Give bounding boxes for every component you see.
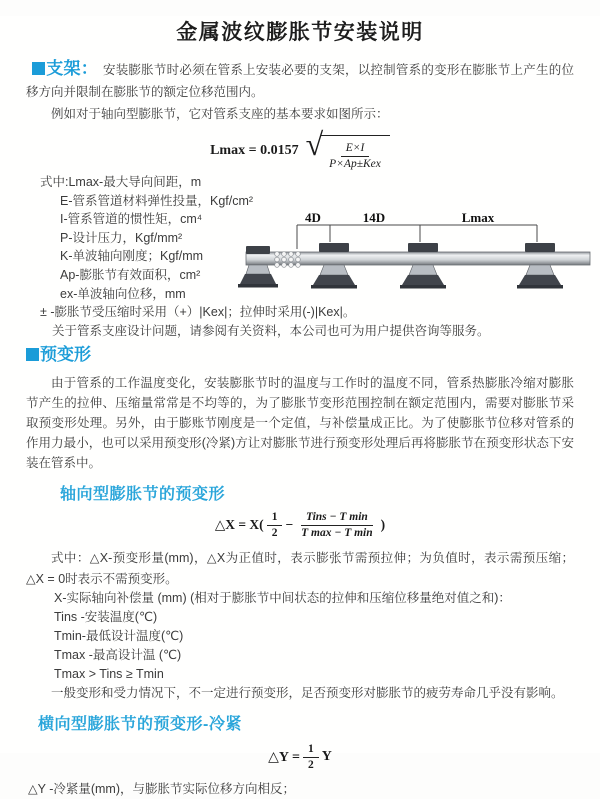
definition-line: K-单波轴向刚度；Kgf/mm (60, 249, 204, 264)
support-intro-text: 安装膨胀节时必须在管系上安装必要的支架，以控制管系的变形在膨胀节上产生的位移方向并限制在膨胀节的额定位移范围内。 (26, 63, 574, 99)
axial-formula (0, 510, 600, 540)
half-denominator: 2 (271, 526, 278, 539)
tins-line: Tins -安装温度(℃) (54, 610, 158, 625)
lmax-formula (0, 126, 600, 170)
support-intro-paragraph (26, 58, 574, 103)
dim-label-4d: 4D (305, 210, 321, 225)
support-section-heading: 支架： (46, 59, 98, 78)
lateral-half-numerator: 1 (303, 743, 319, 758)
lmax-fraction-denominator: P×Ap±Kex (329, 158, 381, 170)
temperature-fraction (296, 511, 378, 540)
document-page (0, 16, 600, 797)
definition-line: E-管系管道材料弹性投量，Kgf/cm² (60, 193, 254, 208)
section-marker-icon (26, 348, 39, 361)
definition-line: ex-单波轴向位移，mm (60, 286, 186, 301)
lmax-fraction (324, 142, 386, 171)
lateral-subheading: 横向型膨胀节的预变形-冷紧 (38, 716, 242, 734)
axial-subheading: 轴向型膨胀节的预变形 (60, 486, 226, 504)
definition-line: I-管系管道的惯性矩，cm⁴ (60, 212, 203, 227)
temperature-fraction-denominator: T max − T min (301, 526, 373, 539)
lmax-fraction-numerator: E×I (341, 142, 370, 157)
dim-label-lmax: Lmax (461, 210, 495, 225)
lateral-one-half-fraction (303, 743, 319, 772)
lateral-half-denominator: 2 (307, 758, 314, 771)
predeform-section-heading: 预变形 (40, 345, 91, 365)
sqrt-body (320, 135, 390, 171)
definition-line: Ap-膨胀节有效面积，cm² (60, 267, 201, 282)
pipe-support (517, 243, 563, 289)
pipe-support-diagram (246, 212, 594, 308)
minus-operator: − (285, 517, 294, 533)
temperature-fraction-numerator: Tins − T min (301, 511, 373, 526)
lmax-formula-lhs: Lmax = 0.0157 (210, 143, 299, 158)
tmin-line: Tmin-最低设计温度(℃) (54, 629, 184, 644)
axial-formula-pre: △X = X( (214, 517, 264, 533)
definition-line: 式中:Lmax-最大导向间距，m (40, 175, 202, 189)
sqrt-radical (305, 126, 390, 171)
consult-note: 关于管系支座设计问题，请参阅有关资料，本公司也可为用户提供咨询等服务。 (52, 323, 490, 338)
lateral-formula (0, 742, 600, 772)
one-half-fraction (267, 511, 283, 540)
predeform-section-heading-row (26, 344, 600, 367)
tmax-line: Tmax -最高设计温 (℃) (54, 648, 182, 663)
predeform-paragraph: 由于管系的工作温度变化，安装膨胀节时的温度与工作时的温度不同，管系热膨胀冷缩对膨胀节产生的拉伸、压缩量常常是不均等的，为了膨胀节变形范围控制在额定范围内，需要对膨胀节采取预变形处理。另外，由于膨账节刚度是一个定值，与补偿量成正比。为了使膨胀节位移对管系的作用力最小，也可以采用预变形(冷紧)方让对膨胀节进行预变形处理后再将膨胀节在预变形状态下安装在管系中。 (26, 376, 574, 471)
section-marker-icon (32, 62, 45, 75)
axial-formula-post: ) (380, 517, 386, 533)
support-example-line: 例如对于轴向型膨胀节，它对管系支座的基本要求如图所示： (51, 107, 389, 121)
x-definition-line: X-实际轴向补偿量 (mm) (相对于膨胀节中间状态的拉伸和压缩位移量绝对值之和)： (54, 591, 511, 606)
page-title: 金属波纹膨胀节安装说明 (176, 21, 424, 44)
pipe-support (400, 243, 446, 289)
axial-note-line: 一般变形和受力情况下，不一定进行预变形，足否预变形对膨胀节的疲劳寿命几乎没有影响。 (51, 686, 564, 701)
dim-label-14d: 14D (362, 210, 386, 225)
sqrt-sign-icon: √ (305, 126, 324, 162)
plus-minus-note: ± -膨胀节受压缩时采用（+）|Kex|；拉伸时采用(-)|Kex|。 (40, 305, 356, 320)
definition-line: P-设计压力，Kgf/mm² (60, 230, 183, 245)
temperature-inequality-line: Tmax > Tins ≥ Tmin (54, 667, 164, 682)
half-numerator: 1 (267, 511, 283, 526)
axial-explain-paragraph: 式中：△X-预变形量(mm)，△X为正值时，表示膨张节需预拉伸；为负值时，表示需预压缩；△X = 0时表示不需预变形。 (26, 551, 574, 586)
lateral-formula-pre: △Y = (268, 749, 300, 765)
lateral-note-line: △Y -冷紧量(mm)，与膨胀节实际位移方向相反； (28, 782, 296, 797)
lateral-formula-post: Y (321, 749, 332, 765)
axial-variable-lines (26, 589, 574, 703)
pipe-support (311, 243, 357, 289)
